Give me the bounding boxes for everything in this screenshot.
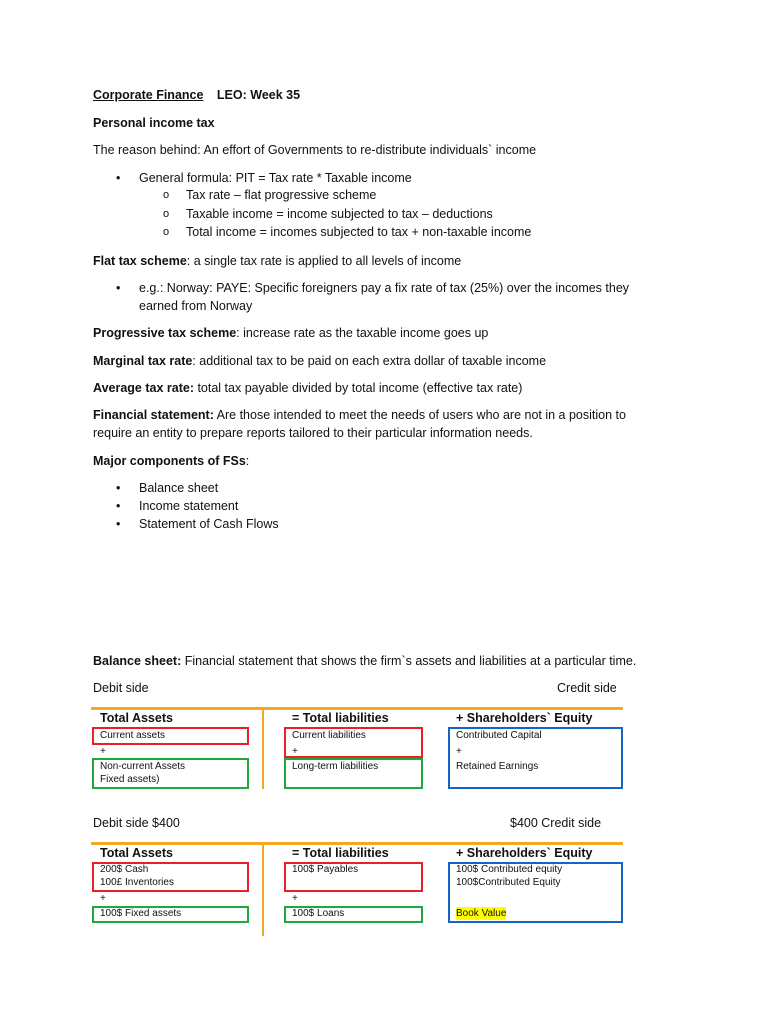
balance-text: Financial statement that shows the firm`s assets and liabilities at a particular time.	[181, 654, 637, 668]
course-title: Corporate Finance	[93, 88, 204, 102]
credit-side-total: $400 Credit side	[510, 816, 602, 830]
fixed-assets-label: Fixed assets)	[100, 774, 160, 785]
plus-sign: +	[100, 893, 106, 904]
fixed-assets-value: 100$ Fixed assets	[100, 908, 182, 919]
t-account-divider	[262, 844, 264, 936]
component-item: • Statement of Cash Flows	[139, 517, 279, 532]
plus-sign: +	[292, 893, 298, 904]
total-assets-header: Total Assets	[100, 846, 173, 860]
component-item: • Balance sheet	[139, 481, 218, 496]
noncurrent-assets-label: Non-current Assets	[100, 761, 186, 772]
week-label: LEO: Week 35	[216, 88, 301, 102]
pit-reason: The reason behind: An effort of Governments to re-distribute individuals` income	[93, 143, 537, 157]
total-assets-header: Total Assets	[100, 711, 173, 725]
longterm-liabilities-label: Long-term liabilities	[292, 761, 379, 772]
contributed-capital-label: Contributed Capital	[456, 730, 542, 741]
current-assets-label: Current assets	[100, 730, 166, 741]
component-item: • Income statement	[139, 499, 238, 514]
fs-term: Financial statement:	[93, 408, 214, 422]
marginal-def	[93, 354, 546, 369]
contributed-equity-2: 100$Contributed Equity	[456, 877, 561, 888]
contributed-equity-1: 100$ Contributed equity	[456, 864, 563, 875]
loans-value: 100$ Loans	[292, 908, 345, 919]
t-account-top-line	[91, 707, 623, 710]
pit-heading: Personal income tax	[93, 116, 215, 130]
page-header	[93, 88, 300, 103]
components-colon: :	[245, 454, 250, 468]
components-heading	[93, 454, 249, 469]
debit-side-total: Debit side $400	[93, 816, 180, 830]
equity-header: + Shareholders` Equity	[456, 846, 593, 860]
average-text: total tax payable divided by total income (effective tax rate)	[193, 381, 523, 395]
pit-sub-3: o Total income = incomes subjected to tax + non-taxable income	[186, 225, 531, 240]
marginal-term: Marginal tax rate	[93, 354, 193, 368]
components-title: Major components of FSs	[93, 454, 246, 468]
plus-sign: +	[292, 746, 298, 757]
progressive-term: Progressive tax scheme	[93, 326, 237, 340]
inventories-label: 100£ Inventories	[100, 877, 174, 888]
fs-def-line2: require an entity to prepare reports tailored to their particular information needs.	[93, 426, 533, 440]
plus-sign: +	[456, 746, 462, 757]
current-liabilities-label: Current liabilities	[292, 730, 366, 741]
flat-tax-def	[93, 254, 461, 269]
credit-side-label: Credit side	[557, 681, 617, 695]
fs-def-line1	[93, 408, 626, 423]
book-value-label: Book Value	[456, 908, 507, 919]
flat-example-line2: earned from Norway	[139, 299, 253, 313]
flat-example-line1: • e.g.: Norway: PAYE: Specific foreigners pay a fix rate of tax (25%) over the incomes they	[139, 281, 629, 296]
t-account-divider	[262, 709, 264, 789]
t-account-top-line	[91, 842, 623, 845]
pit-sub-1: o Tax rate – flat progressive scheme	[186, 188, 376, 203]
average-term: Average tax rate:	[93, 381, 194, 395]
plus-sign: +	[100, 746, 106, 757]
pit-formula: • General formula: PIT = Tax rate * Taxable income	[139, 171, 412, 186]
debit-side-label: Debit side	[93, 681, 149, 695]
total-liabilities-header: = Total liabilities	[292, 711, 389, 725]
marginal-text: : additional tax to be paid on each extra dollar of taxable income	[192, 354, 547, 368]
progressive-text: : increase rate as the taxable income goes up	[236, 326, 489, 340]
payables-value: 100$ Payables	[292, 864, 359, 875]
flat-tax-term: Flat tax scheme	[93, 254, 187, 268]
retained-earnings-label: Retained Earnings	[456, 761, 539, 772]
progressive-def	[93, 326, 488, 341]
average-def	[93, 381, 522, 396]
total-liabilities-header: = Total liabilities	[292, 846, 389, 860]
cash-label: 200$ Cash	[100, 864, 149, 875]
fs-text: Are those intended to meet the needs of users who are not in a position to	[213, 408, 626, 422]
equity-header: + Shareholders` Equity	[456, 711, 593, 725]
flat-tax-text: : a single tax rate is applied to all levels of income	[186, 254, 462, 268]
balance-term: Balance sheet:	[93, 654, 182, 668]
balance-def	[93, 654, 636, 669]
pit-sub-2: o Taxable income = income subjected to tax – deductions	[186, 207, 493, 222]
